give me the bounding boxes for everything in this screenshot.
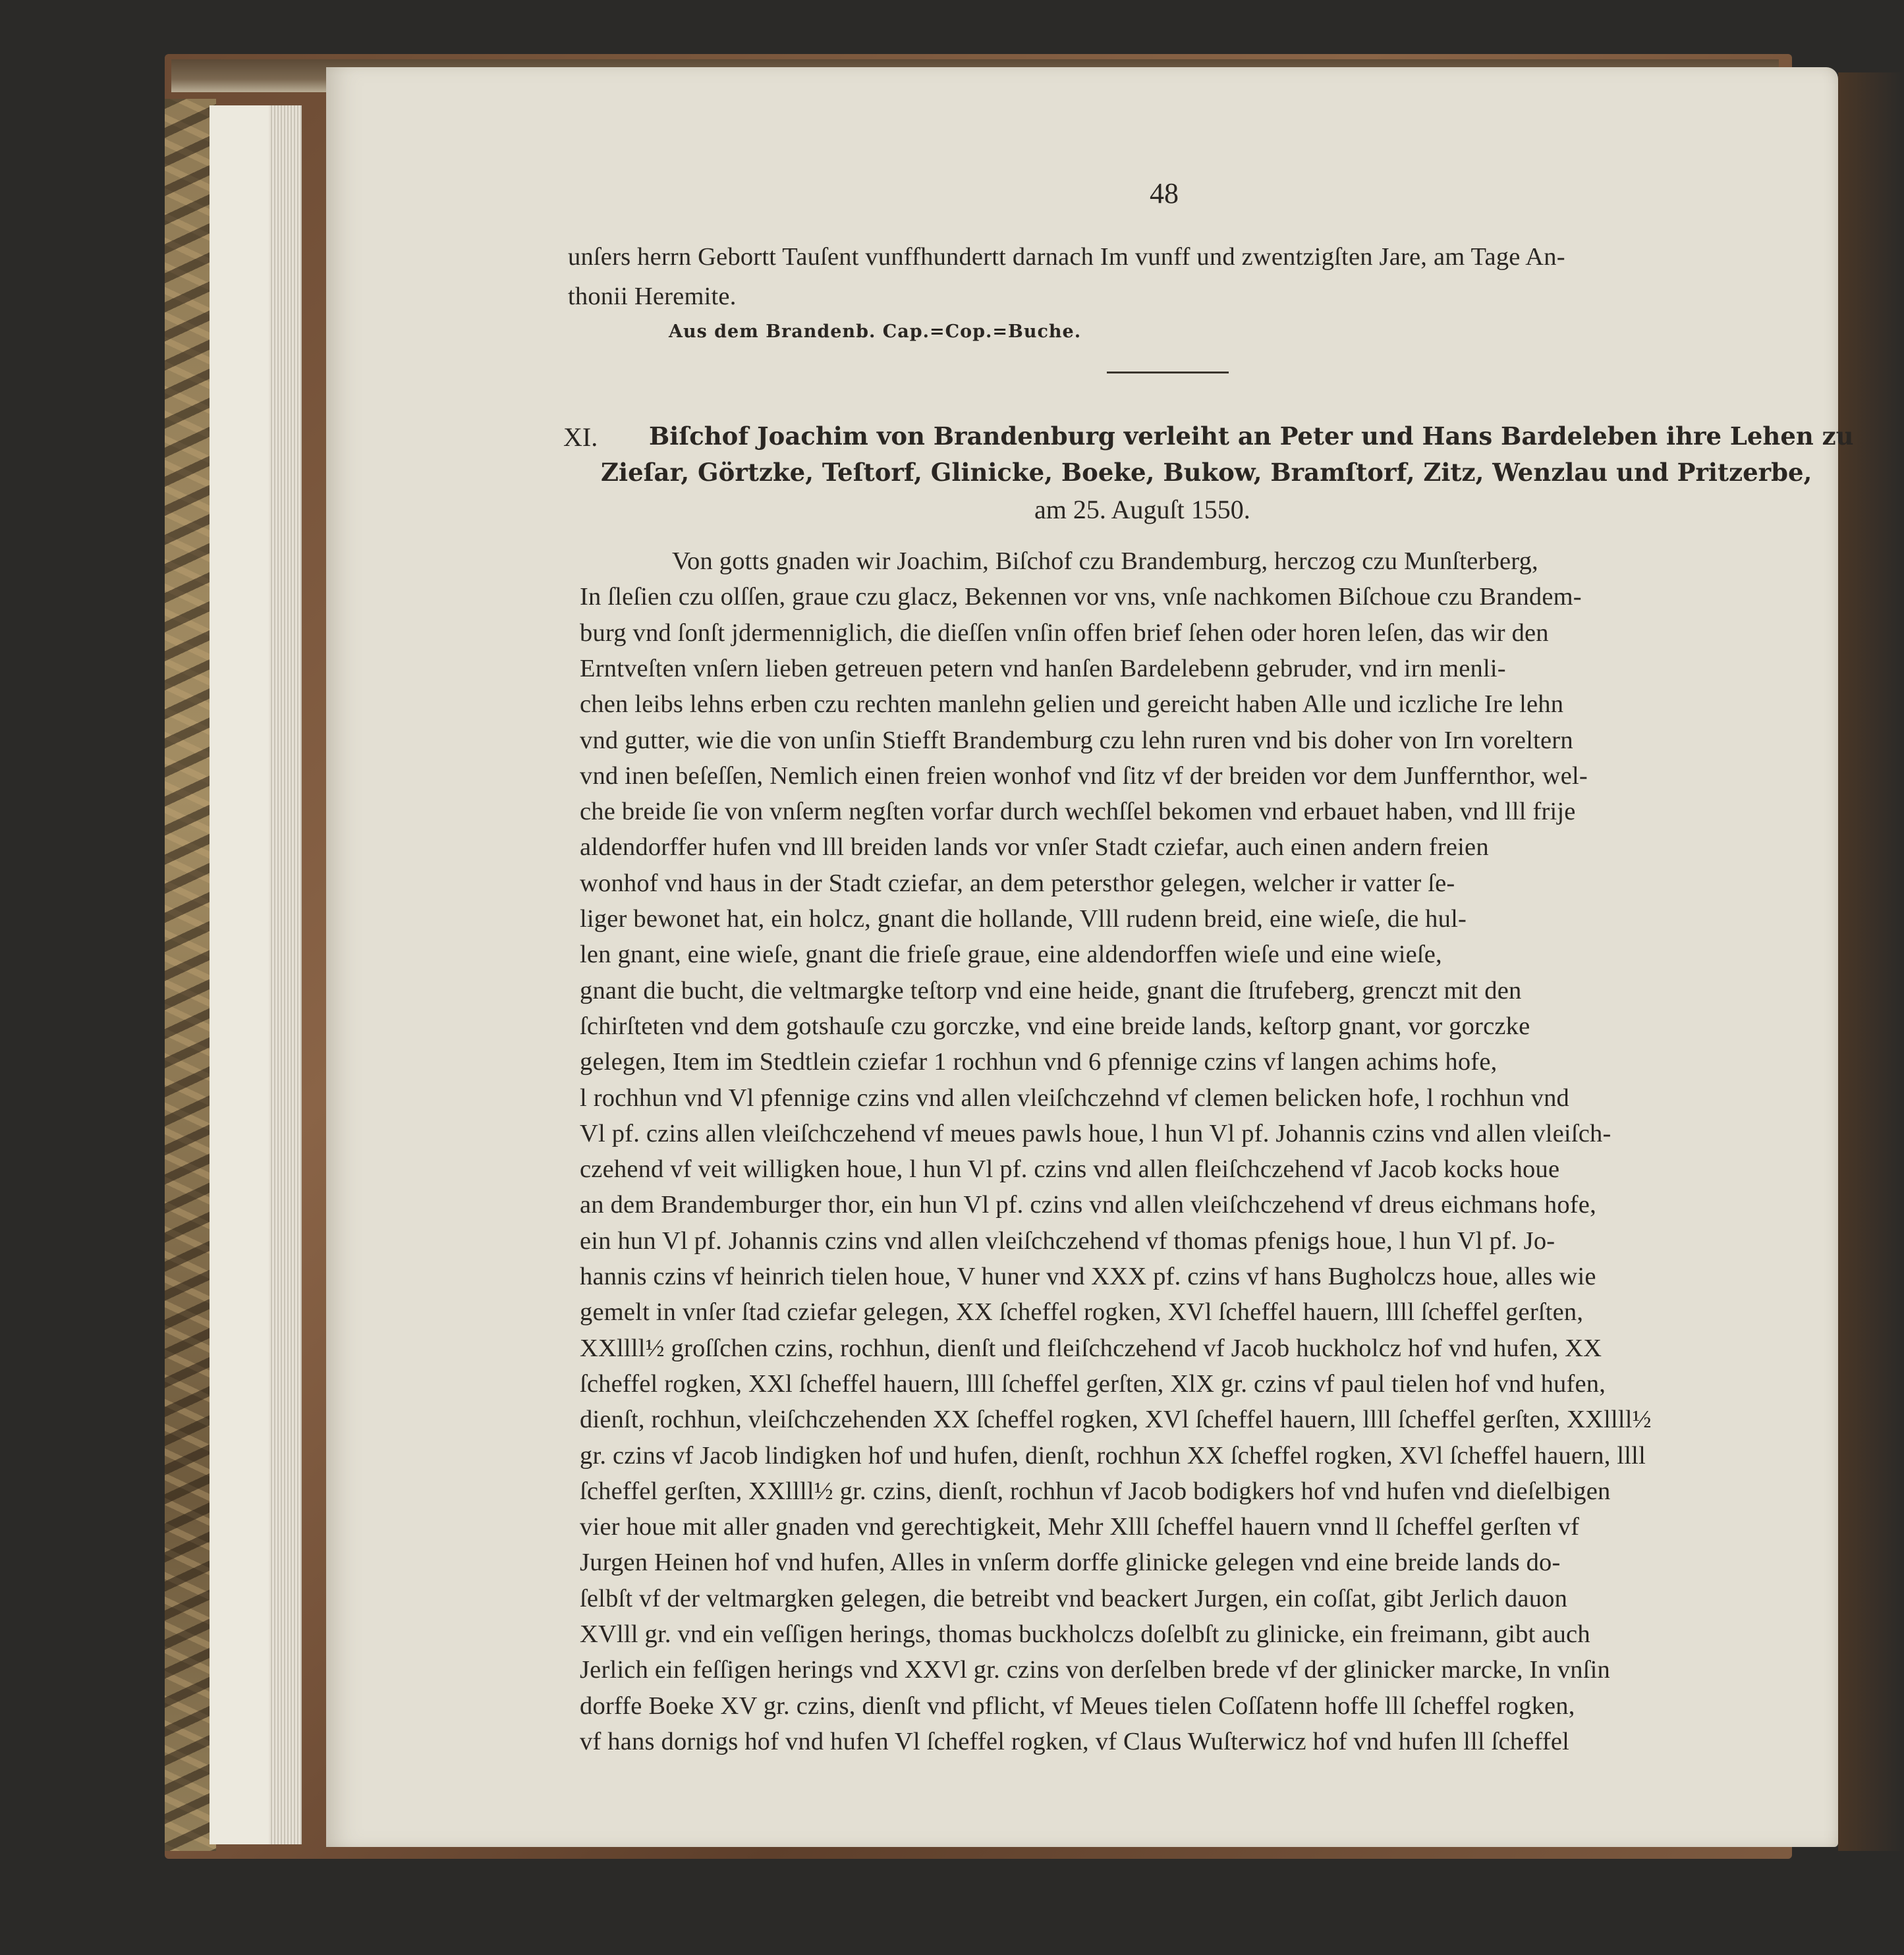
- blank-leaf: [210, 105, 269, 1844]
- document-number: XI.: [563, 422, 598, 452]
- body-line: ein hun Vl pf. Johannis czins vnd allen vleiſchczehend vf thomas pfenigs houe, l hun Vl pf. Jo-: [580, 1227, 1555, 1255]
- preamble-line: thonii Heremite.: [568, 283, 737, 310]
- body-line: an dem Brandemburger thor, ein hun Vl pf. czins vnd allen vleiſchczehend vf dreus eichmans hofe,: [580, 1191, 1596, 1219]
- body-line: dorffe Boeke XV gr. czins, dienſt vnd pflicht, vf Meues tielen Coſſatenn hoffe lll ſcheffel rogken,: [580, 1692, 1575, 1720]
- body-line: liger bewonet hat, ein holcz, gnant die hollande, Vlll rudenn breid, eine wieſe, die hul-: [580, 905, 1467, 933]
- body-line: czehend vf veit willigken houe, l hun Vl pf. czins vnd allen fleiſchczehend vf Jacob kocks houe: [580, 1155, 1560, 1183]
- body-line: XVlll gr. vnd ein veſſigen herings, thomas buckholczs doſelbſt zu glinicke, ein freimann, gibt auch: [580, 1620, 1590, 1648]
- body-line: gemelt in vnſer ſtad cziefar gelegen, XX ſcheffel rogken, XVl ſcheffel hauern, llll ſcheffel gerſten,: [580, 1298, 1584, 1326]
- body-line: vnd inen beſeſſen, Nemlich einen freien wonhof vnd ſitz vf der breiden vor dem Junffernthor, wel-: [580, 762, 1588, 790]
- source-note: Aus dem Brandenb. Cap.=Cop.=Buche.: [669, 321, 1082, 342]
- body-line: Jerlich ein feſſigen herings vnd XXVl gr. czins von derſelben brede vf der glinicker marcke, In vnſin: [580, 1656, 1610, 1684]
- body-line: Von gotts gnaden wir Joachim, Biſchof czu Brandemburg, herczog czu Munſterberg,: [672, 547, 1538, 575]
- body-line: XXllll½ groſſchen czins, rochhun, dienſt und fleiſchczehend vf Jacob huckholcz hof vnd hufen, XX: [580, 1335, 1602, 1362]
- body-line: vf hans dornigs hof vnd hufen Vl ſcheffel rogken, vf Claus Wuſterwicz hof vnd hufen lll ſcheffel: [580, 1728, 1570, 1755]
- body-line: chen leibs lehns erben czu rechten manlehn gelien und gereicht haben Alle und iczliche Ire lehn: [580, 690, 1564, 718]
- preamble-line: unſers herrn Gebortt Tauſent vunffhundertt darnach Im vunff und zwentzigſten Jare, am Tage An-: [568, 243, 1565, 271]
- body-line: vier houe mit aller gnaden vnd gerechtigkeit, Mehr Xlll ſcheffel hauern vnnd ll ſcheffel gerſten vf: [580, 1513, 1580, 1541]
- document-heading: Biſchof Joachim von Brandenburg verleiht an Peter und Hans Bardeleben ihre Lehen zu: [649, 422, 1854, 451]
- body-line: dienſt, rochhun, vleiſchczehenden XX ſcheffel rogken, XVl ſcheffel hauern, llll ſcheffel gerſten, XXllll½: [580, 1406, 1652, 1433]
- body-line: len gnant, eine wieſe, gnant die frieſe graue, eine aldendorffen wieſe und eine wieſe,: [580, 941, 1442, 968]
- body-line: wonhof vnd haus in der Stadt cziefar, an dem petersthor gelegen, welcher ir vatter ſe-: [580, 869, 1455, 897]
- body-line: In ſleſien czu olſſen, graue czu glacz, Bekennen vor vns, vnſe nachkomen Biſchoue czu Brandem-: [580, 583, 1582, 611]
- body-line: gr. czins vf Jacob lindigken hof und hufen, dienſt, rochhun XX ſcheffel rogken, XVl ſcheffel hauern, llll: [580, 1442, 1646, 1470]
- body-line: Erntveſten vnſern lieben getreuen petern vnd hanſen Bardelebenn gebruder, vnd irn menli-: [580, 655, 1506, 682]
- body-line: vnd gutter, wie die von unſin Stiefft Brandemburg czu lehn ruren vnd bis doher von Irn voreltern: [580, 727, 1573, 754]
- page-number: 48: [1150, 177, 1179, 209]
- body-line: burg vnd ſonſt jdermenniglich, die dieſſen vnſin offen brief ſehen oder horen leſen, das wir den: [580, 619, 1549, 647]
- body-line: Jurgen Heinen hof vnd hufen, Alles in vnſerm dorffe glinicke gelegen vnd eine breide lands do-: [580, 1549, 1561, 1576]
- body-line: gelegen, Item im Stedtlein cziefar 1 rochhun vnd 6 pfennige czins vf langen achims hofe,: [580, 1048, 1498, 1076]
- body-line: aldendorffer hufen vnd lll breiden lands vor vnſer Stadt cziefar, auch einen andern freien: [580, 833, 1489, 861]
- body-line: ſelbſt vf der veltmargken gelegen, die betreibt vnd beackert Jurgen, ein coſſat, gibt Jerlich dauon: [580, 1585, 1568, 1612]
- body-line: hannis czins vf heinrich tielen houe, V huner vnd XXX pf. czins vf hans Bugholczs houe, alles wie: [580, 1263, 1596, 1290]
- body-line: ſcheffel gerſten, XXllll½ gr. czins, dienſt, rochhun vf Jacob bodigkers hof vnd hufen vnd dieſelbigen: [580, 1477, 1611, 1505]
- body-line: Vl pf. czins allen vleiſchczehend vf meues pawls houe, l hun Vl pf. Johannis czins vnd allen vleiſch-: [580, 1120, 1611, 1147]
- marbled-board: [165, 99, 216, 1851]
- document-heading: Zieſar, Görtzke, Teſtorf, Glinicke, Boeke, Bukow, Bramſtorf, Zitz, Wenzlau und Pritzerbe,: [601, 458, 1812, 487]
- document-date: am 25. Auguſt 1550.: [1034, 495, 1250, 524]
- body-line: ſchirſteten vnd dem gotshauſe czu gorczke, vnd eine breide lands, keſtorp gnant, vor gorczke: [580, 1012, 1530, 1040]
- body-line: gnant die bucht, die veltmargke teſtorp vnd eine heide, gnant die ſtrufeberg, grenczt mit den: [580, 977, 1522, 1005]
- body-line: ſcheffel rogken, XXl ſcheffel hauern, llll ſcheffel gerſten, XlX gr. czins vf paul tielen hof vnd hufen,: [580, 1370, 1606, 1398]
- body-line: l rochhun vnd Vl pfennige czins vnd allen vleiſchczehnd vf clemen belicken hofe, l rochhun vnd: [580, 1084, 1570, 1112]
- facing-page-edge: [1838, 72, 1904, 1851]
- section-divider: [1107, 372, 1229, 373]
- body-line: che breide ſie von vnſerm negſten vorfar durch wechſſel bekomen vnd erbauet haben, vnd lll frije: [580, 798, 1576, 825]
